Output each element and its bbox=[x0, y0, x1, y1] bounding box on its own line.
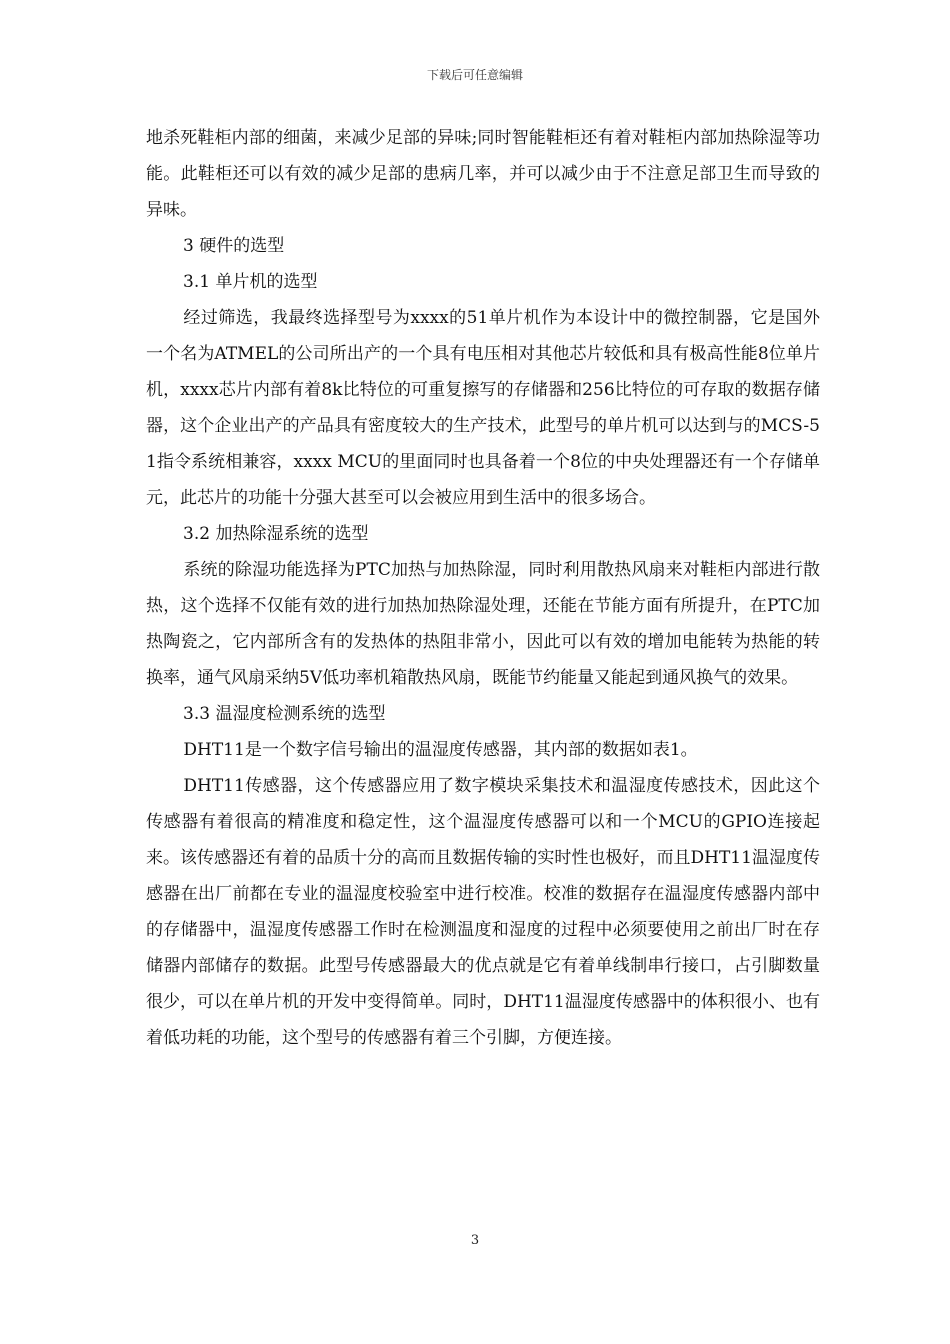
section-heading-3: 3 硬件的选型 bbox=[183, 236, 285, 256]
paragraph-heating-dehumidify: 系统的除湿功能选择为PTC加热与加热除湿，同时利用散热风扇来对鞋柜内部进行散热，这个选择不仅能有效的进行加热加热除湿处理，还能在节能方面有所提升，在PTC加热陶瓷之，它内部所含有的发热体的热阻非常小，因此可以有效的增加电能转为热能的转换率，通气风扇采纳5V低功率机箱散热风扇，既能节约能量又能起到通风换气的效果。 bbox=[146, 560, 820, 688]
paragraph-dht11-details: DHT11传感器，这个传感器应用了数字模块采集技术和温湿度传感技术，因此这个传感器有着很高的精准度和稳定性，这个温湿度传感器可以和一个MCU的GPIO连接起来。该传感器还有着的品质十分的高而且数据传输的实时性也极好，而且DHT11温湿度传感器在出厂前都在专业的温湿度校验室中进行校准。校准的数据存在温湿度传感器内部中的存储器中，温湿度传感器工作时在检测温度和湿度的过程中必须要使用之前出厂时在存储器内部储存的数据。此型号传感器最大的优点就是它有着单线制串行接口，占引脚数量很少，可以在单片机的开发中变得简单。同时，DHT11温湿度传感器中的体积很小、也有着低功耗的功能，这个型号的传感器有着三个引脚，方便连接。 bbox=[146, 776, 820, 1048]
paragraph-mcu-selection: 经过筛选，我最终选择型号为xxxx的51单片机作为本设计中的微控制器，它是国外一个名为ATMEL的公司所出产的一个具有电压相对其他芯片较低和具有极高性能8位单片机，xxxx芯片内部有着8k比特位的可重复擦写的存储器和256比特位的可存取的数据存储器，这个企业出产的产品具有密度较大的生产技术，此型号的单片机可以达到与的MCS-51指令系统相兼容，xxxx MCU的里面同时也具备着一个8位的中央处理器还有一个存储单元，此芯片的功能十分强大甚至可以会被应用到生活中的很多场合。 bbox=[146, 308, 820, 508]
subsection-heading-3-1: 3.1 单片机的选型 bbox=[183, 272, 318, 292]
subsection-heading-3-2: 3.2 加热除湿系统的选型 bbox=[183, 524, 369, 544]
document-body bbox=[146, 120, 820, 1056]
subsection-heading-3-3: 3.3 温湿度检测系统的选型 bbox=[183, 704, 386, 724]
page-header: 下载后可任意编辑 bbox=[426, 68, 523, 82]
page-number: 3 bbox=[470, 1233, 480, 1248]
paragraph-continued: 地杀死鞋柜内部的细菌，来减少足部的异味;同时智能鞋柜还有着对鞋柜内部加热除湿等功能。此鞋柜还可以有效的减少足部的患病几率，并可以减少由于不注意足部卫生而导致的异味。 bbox=[146, 128, 820, 220]
paragraph-dht11-intro: DHT11是一个数字信号输出的温湿度传感器，其内部的数据如表1。 bbox=[183, 740, 698, 760]
